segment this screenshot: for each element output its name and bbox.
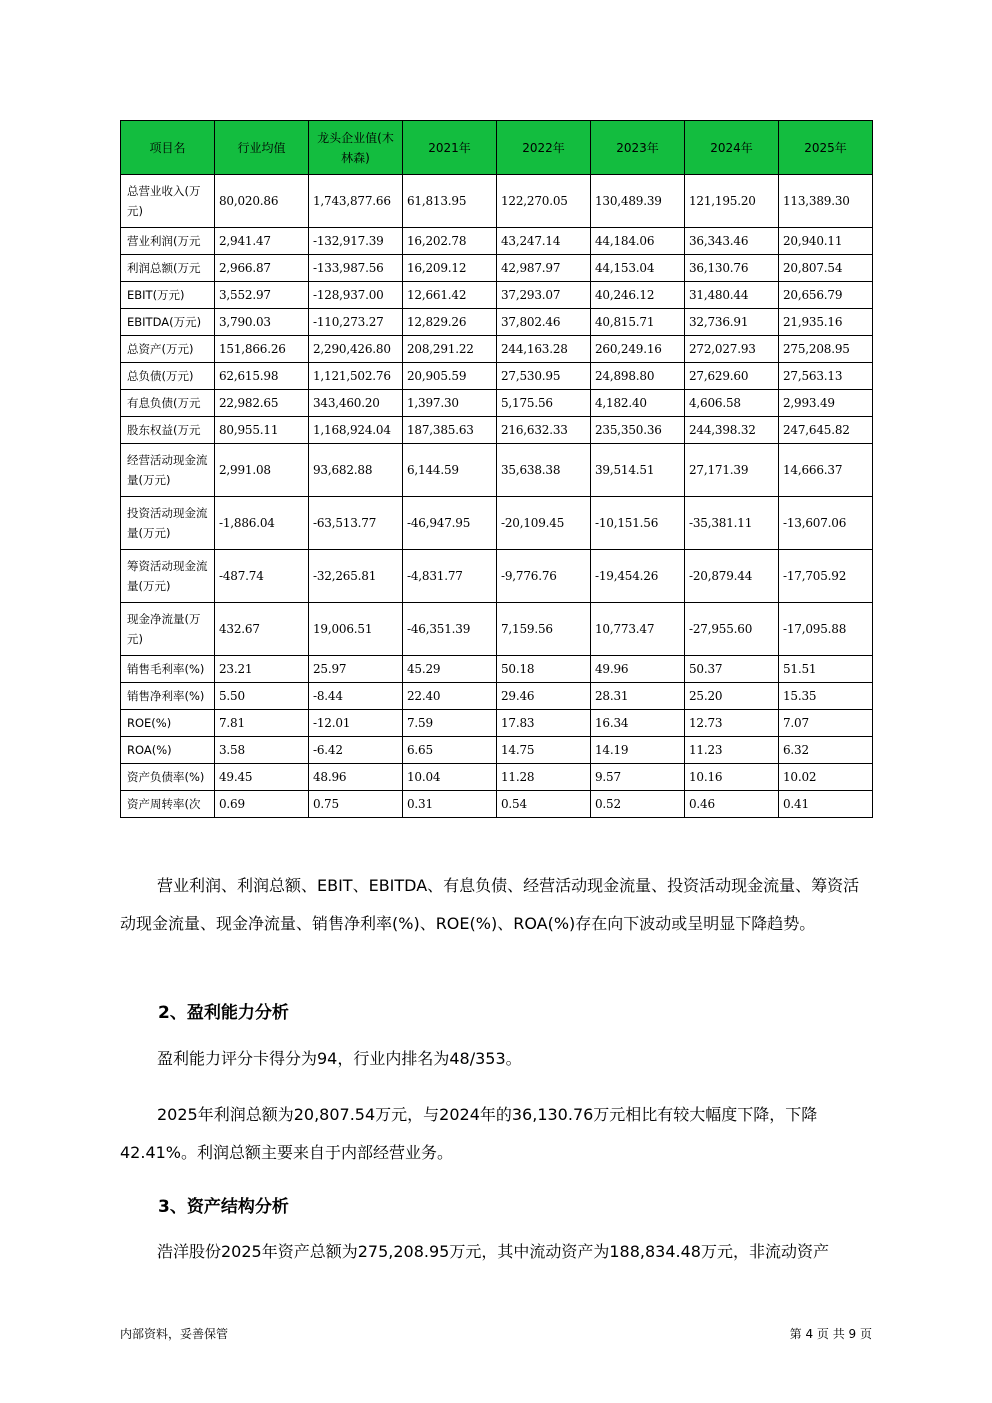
table-cell: 32,736.91 [685,309,779,336]
row-label: 资产周转率(次 [121,791,215,818]
table-cell: 16.34 [591,710,685,737]
row-label: EBIT(万元) [121,282,215,309]
header-2021: 2021年 [403,121,497,175]
table-body [121,175,873,818]
table-cell: 2,993.49 [779,390,873,417]
table-cell: 122,270.05 [497,175,591,228]
table-cell: 5.50 [215,683,309,710]
table-cell: 40,246.12 [591,282,685,309]
table-cell: 0.46 [685,791,779,818]
table-cell: 2,941.47 [215,228,309,255]
table-row [121,309,873,336]
table-cell: 61,813.95 [403,175,497,228]
table-cell: 50.18 [497,656,591,683]
table-cell: -110,273.27 [309,309,403,336]
table-cell: 37,293.07 [497,282,591,309]
table-cell: 37,802.46 [497,309,591,336]
table-cell: 0.31 [403,791,497,818]
table-cell: -13,607.06 [779,497,873,550]
asset-detail-paragraph: 浩洋股份2025年资产总额为275,208.95万元，其中流动资产为188,834.48万元，非流动资产 [157,1242,829,1261]
table-cell: 10,773.47 [591,603,685,656]
row-label: 销售净利率(%) [121,683,215,710]
table-cell: 50.37 [685,656,779,683]
table-cell: 29.46 [497,683,591,710]
table-cell: 11.23 [685,737,779,764]
table-cell: -487.74 [215,550,309,603]
table-cell: -9,776.76 [497,550,591,603]
table-cell: 244,398.32 [685,417,779,444]
table-cell: 187,385.63 [403,417,497,444]
table-cell: -46,947.95 [403,497,497,550]
table-cell: -19,454.26 [591,550,685,603]
table-cell: -12.01 [309,710,403,737]
header-item-name: 项目名 [121,121,215,175]
row-label: 经营活动现金流量(万元) [121,444,215,497]
table-cell: 12,829.26 [403,309,497,336]
table-row [121,282,873,309]
table-cell: -4,831.77 [403,550,497,603]
table-cell: 272,027.93 [685,336,779,363]
table-cell: 1,743,877.66 [309,175,403,228]
table-cell: 343,460.20 [309,390,403,417]
table-row [121,791,873,818]
table-cell: 130,489.39 [591,175,685,228]
table-cell: -133,987.56 [309,255,403,282]
table-cell: -10,151.56 [591,497,685,550]
table-cell: 22.40 [403,683,497,710]
header-industry-avg: 行业均值 [215,121,309,175]
table-cell: -63,513.77 [309,497,403,550]
table-cell: 121,195.20 [685,175,779,228]
row-label: 总资产(万元) [121,336,215,363]
table-cell: 62,615.98 [215,363,309,390]
table-cell: 14.75 [497,737,591,764]
row-label: 利润总额(万元 [121,255,215,282]
table-row [121,228,873,255]
table-cell: 4,182.40 [591,390,685,417]
table-cell: 432.67 [215,603,309,656]
table-cell: 16,202.78 [403,228,497,255]
profit-score-paragraph: 盈利能力评分卡得分为94，行业内排名为48/353。 [157,1049,522,1068]
table-header-row [121,121,873,175]
table-cell: 28.31 [591,683,685,710]
table-cell: 2,966.87 [215,255,309,282]
header-2025: 2025年 [779,121,873,175]
table-row [121,737,873,764]
table-cell: 6,144.59 [403,444,497,497]
table-row [121,603,873,656]
table-cell: 20,940.11 [779,228,873,255]
table-cell: -17,095.88 [779,603,873,656]
table-cell: 27,530.95 [497,363,591,390]
row-label: 总负债(万元) [121,363,215,390]
table-cell: 45.29 [403,656,497,683]
table-cell: 40,815.71 [591,309,685,336]
row-label: 资产负债率(%) [121,764,215,791]
table-cell: 1,168,924.04 [309,417,403,444]
row-label: EBITDA(万元) [121,309,215,336]
table-cell: -27,955.60 [685,603,779,656]
profit-detail-paragraph: 2025年利润总额为20,807.54万元，与2024年的36,130.76万元相比有较大幅度下降，下降42.41%。利润总额主要来自于内部经营业务。 [120,1105,818,1162]
row-label: 投资活动现金流量(万元) [121,497,215,550]
table-cell: 3,790.03 [215,309,309,336]
table-cell: 0.75 [309,791,403,818]
header-2022: 2022年 [497,121,591,175]
table-cell: 5,175.56 [497,390,591,417]
table-cell: 235,350.36 [591,417,685,444]
table-row [121,764,873,791]
row-label: 销售毛利率(%) [121,656,215,683]
table-cell: 23.21 [215,656,309,683]
table-cell: 44,184.06 [591,228,685,255]
table-cell: 51.51 [779,656,873,683]
row-label: 总营业收入(万元) [121,175,215,228]
table-cell: 10.16 [685,764,779,791]
table-cell: -20,109.45 [497,497,591,550]
table-cell: 2,290,426.80 [309,336,403,363]
table-cell: -17,705.92 [779,550,873,603]
table-cell: 260,249.16 [591,336,685,363]
table-cell: 21,935.16 [779,309,873,336]
table-cell: 11.28 [497,764,591,791]
table-cell: 0.69 [215,791,309,818]
header-leader-value: 龙头企业值(木林森) [309,121,403,175]
table-row [121,444,873,497]
row-label: 营业利润(万元 [121,228,215,255]
table-cell: 19,006.51 [309,603,403,656]
row-label: ROA(%) [121,737,215,764]
table-cell: 244,163.28 [497,336,591,363]
table-cell: 247,645.82 [779,417,873,444]
section-heading-asset: 3、资产结构分析 [158,1197,289,1217]
table-cell: 0.52 [591,791,685,818]
table-row [121,656,873,683]
table-cell: 1,121,502.76 [309,363,403,390]
table-cell: -35,381.11 [685,497,779,550]
table-cell: 80,955.11 [215,417,309,444]
table-cell: 208,291.22 [403,336,497,363]
table-cell: 15.35 [779,683,873,710]
table-cell: 35,638.38 [497,444,591,497]
table-cell: 14,666.37 [779,444,873,497]
table-cell: -46,351.39 [403,603,497,656]
table-cell: -132,917.39 [309,228,403,255]
table-row [121,550,873,603]
table-cell: 20,656.79 [779,282,873,309]
table-cell: 7.07 [779,710,873,737]
row-label: 股东权益(万元 [121,417,215,444]
table-cell: 14.19 [591,737,685,764]
table-cell: 4,606.58 [685,390,779,417]
table-row [121,683,873,710]
table-row [121,497,873,550]
table-cell: 20,905.59 [403,363,497,390]
table-cell: 7.81 [215,710,309,737]
table-row [121,175,873,228]
footer-confidential-note: 内部资料，妥善保管 [120,1327,229,1341]
table-row [121,336,873,363]
row-label: 现金净流量(万元) [121,603,215,656]
table-cell: 10.02 [779,764,873,791]
row-label: ROE(%) [121,710,215,737]
table-cell: 0.41 [779,791,873,818]
table-cell: 80,020.86 [215,175,309,228]
table-cell: -128,937.00 [309,282,403,309]
table-cell: 25.20 [685,683,779,710]
table-cell: 43,247.14 [497,228,591,255]
table-cell: -6.42 [309,737,403,764]
table-cell: 113,389.30 [779,175,873,228]
table-row [121,417,873,444]
table-cell: 36,343.46 [685,228,779,255]
table-cell: 1,397.30 [403,390,497,417]
table-cell: 31,480.44 [685,282,779,309]
table-cell: 36,130.76 [685,255,779,282]
table-cell: -1,886.04 [215,497,309,550]
table-cell: 27,629.60 [685,363,779,390]
table-cell: 49.45 [215,764,309,791]
table-row [121,390,873,417]
row-label: 有息负债(万元 [121,390,215,417]
table-cell: 25.97 [309,656,403,683]
table-cell: 12,661.42 [403,282,497,309]
table-cell: 6.65 [403,737,497,764]
table-cell: 44,153.04 [591,255,685,282]
table-cell: 27,171.39 [685,444,779,497]
table-cell: -20,879.44 [685,550,779,603]
table-cell: 93,682.88 [309,444,403,497]
table-cell: 275,208.95 [779,336,873,363]
table-cell: 10.04 [403,764,497,791]
table-cell: 7,159.56 [497,603,591,656]
section-heading-profit: 2、盈利能力分析 [158,1003,289,1023]
header-2023: 2023年 [591,121,685,175]
table-row [121,363,873,390]
table-cell: 9.57 [591,764,685,791]
table-cell: 39,514.51 [591,444,685,497]
trend-paragraph: 营业利润、利润总额、EBIT、EBITDA、有息负债、经营活动现金流量、投资活动现金流量、筹资活动现金流量、现金净流量、销售净利率(%)、ROE(%)、ROA(%)存在向下波动或呈明显下降趋势。 [120,876,860,933]
table-cell: 42,987.97 [497,255,591,282]
table-row [121,710,873,737]
table-cell: 7.59 [403,710,497,737]
table-cell: 3,552.97 [215,282,309,309]
footer-page-number: 第 4 页 共 9 页 [789,1327,872,1341]
table-cell: 20,807.54 [779,255,873,282]
table-cell: 6.32 [779,737,873,764]
table-cell: 216,632.33 [497,417,591,444]
table-cell: 24,898.80 [591,363,685,390]
financial-table [120,120,873,818]
table-cell: 48.96 [309,764,403,791]
table-cell: -32,265.81 [309,550,403,603]
table-cell: 16,209.12 [403,255,497,282]
table-row [121,255,873,282]
table-cell: 2,991.08 [215,444,309,497]
table-cell: 17.83 [497,710,591,737]
table-cell: 27,563.13 [779,363,873,390]
table-cell: 22,982.65 [215,390,309,417]
table-cell: 151,866.26 [215,336,309,363]
table-cell: 0.54 [497,791,591,818]
table-cell: 12.73 [685,710,779,737]
table-cell: -8.44 [309,683,403,710]
header-2024: 2024年 [685,121,779,175]
table-cell: 49.96 [591,656,685,683]
table-cell: 3.58 [215,737,309,764]
row-label: 筹资活动现金流量(万元) [121,550,215,603]
